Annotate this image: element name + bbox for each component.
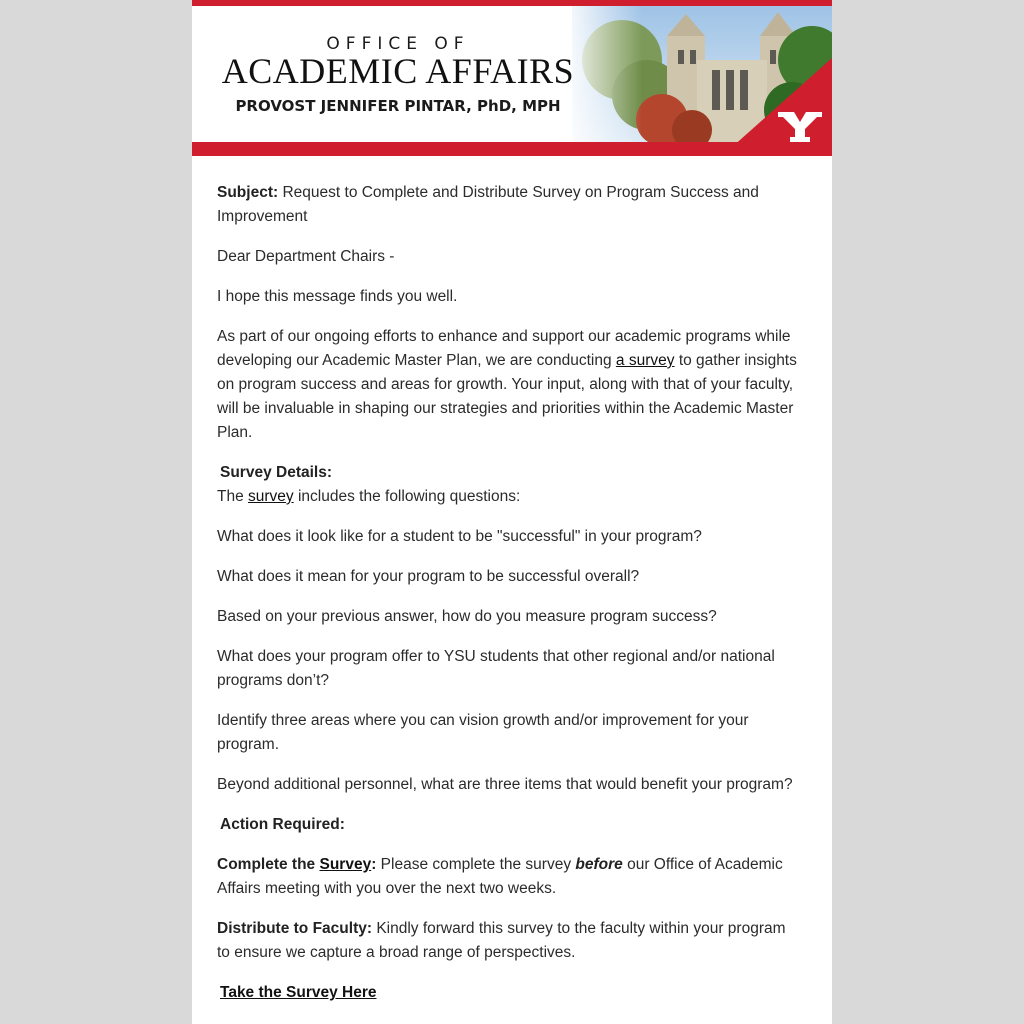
take-survey-line	[217, 981, 802, 1005]
survey-link-details[interactable]: survey	[248, 488, 294, 505]
subject-label: Subject:	[217, 184, 279, 201]
survey-details-block: Survey Details: The survey includes the following questions:	[217, 464, 521, 505]
survey-link-complete[interactable]: Survey	[319, 856, 372, 873]
ysu-logo-icon	[776, 110, 824, 144]
distribute-label: Distribute to Faculty:	[217, 920, 373, 937]
question-item: What does your program offer to YSU students that other regional and/or national programs don’t?	[217, 648, 775, 689]
email-body	[217, 181, 802, 1021]
take-survey-link[interactable]: Take the Survey Here	[220, 984, 377, 1001]
action-required-heading: Action Required:	[220, 816, 345, 833]
question-item: Based on your previous answer, how do you measure program success?	[217, 608, 717, 625]
complete-survey-item: Complete the Survey: Please complete the survey before our Office of Academic Affairs meeting with you over the next two weeks.	[217, 856, 783, 897]
banner-bottom-bar	[192, 142, 832, 156]
question-item: Beyond additional personnel, what are three items that would benefit your program?	[217, 776, 793, 793]
subject-line	[217, 181, 802, 229]
survey-details-heading: Survey Details:	[220, 464, 332, 481]
distribute-item: Distribute to Faculty: Kindly forward this survey to the faculty within your program to ensure we capture a broad range of perspectives.	[217, 920, 786, 961]
survey-link-intro[interactable]: a survey	[615, 352, 675, 369]
intro-paragraph: As part of our ongoing efforts to enhance and support our academic programs while developing our Academic Master Plan, we are conducting a survey to gather insights on program success and areas for growth. Your input, along with that of your faculty, will be invaluable in shaping our strategies and priorities within the Academic Master Plan.	[217, 328, 797, 441]
subject-text: Request to Complete and Distribute Survey on Program Success and Improvement	[217, 184, 759, 225]
header-banner	[192, 0, 832, 156]
greeting: Dear Department Chairs -	[217, 248, 395, 265]
email-card	[192, 0, 832, 1024]
question-item: What does it look like for a student to be "successful" in your program?	[217, 528, 702, 545]
before-emphasis: before	[575, 856, 623, 873]
question-item: What does it mean for your program to be successful overall?	[217, 568, 640, 585]
banner-academic-affairs: ACADEMIC AFFAIRS	[221, 51, 575, 91]
question-item: Identify three areas where you can vision growth and/or improvement for your program.	[217, 712, 749, 753]
opening-line: I hope this message finds you well.	[217, 288, 458, 305]
banner-provost-name: PROVOST JENNIFER PINTAR, PhD, MPH	[235, 97, 561, 115]
banner-office-of: OFFICE OF	[326, 34, 470, 54]
